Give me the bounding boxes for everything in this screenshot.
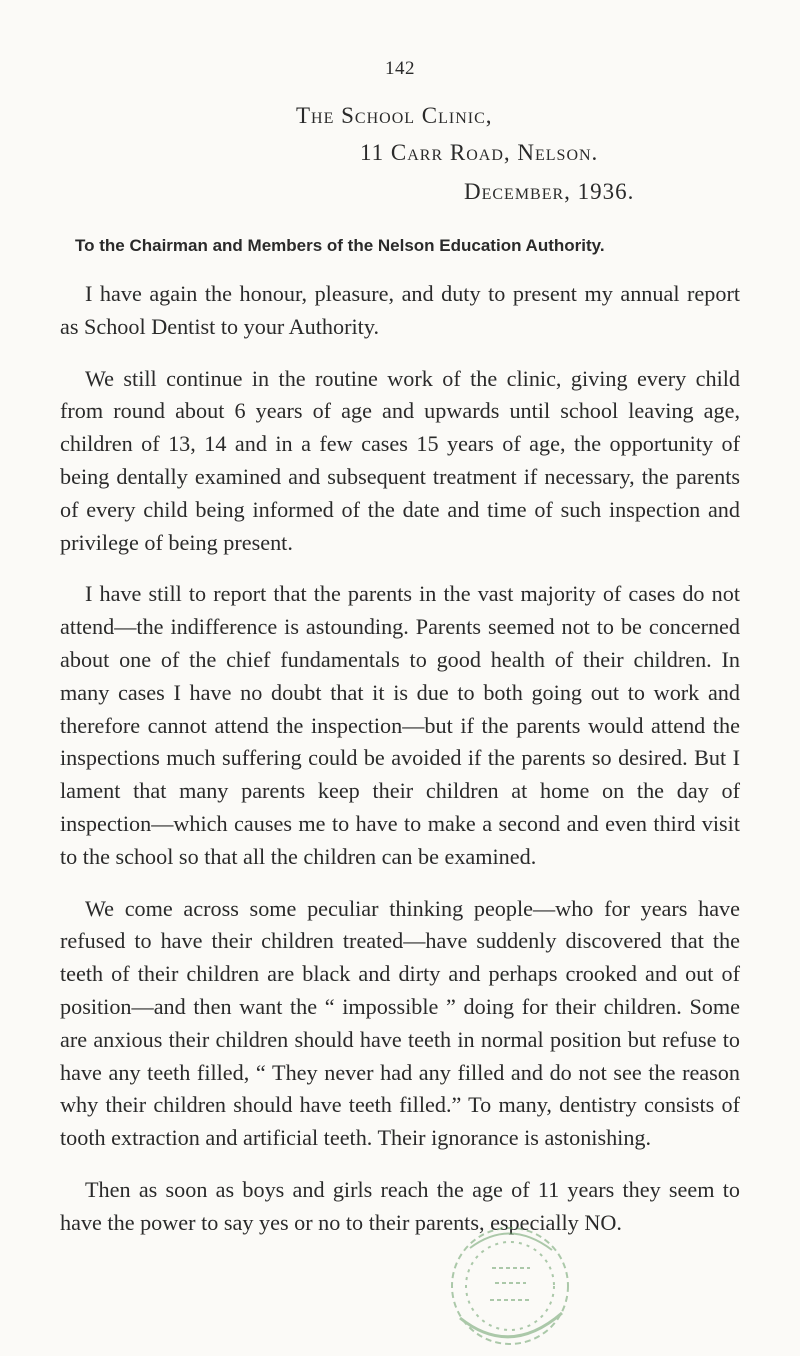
- paragraph-2: We still continue in the routine work of the clinic, giving every child from round about 6 years of age and upwards until school leaving age, children of 13, 14 and in a few cases 15 years of age, the opportunity of being dentally examined and subsequent treatment if necessary, the parents of every child being informed of the date and time of such inspection and privilege of being present.: [60, 365, 740, 555]
- report-date: December, 1936.: [464, 179, 635, 204]
- clinic-name: The School Clinic,: [296, 103, 493, 128]
- page-number: 142: [385, 58, 415, 79]
- paragraph-3: I have still to report that the parents in the vast majority of cases do not attend—the indifference is astounding. Parents seemed not to be concerned about one of the chief fundamentals to good health of their children. In many cases I have no doubt that it is due to both going out to work and therefore cannot attend the inspection—but if the parents would attend the inspections much suffering could be avoided if the parents so desired. But I lament that many parents keep their children at home on the day of inspection—which causes me to have to make a second and even third visit to the school so that all the children can be examined.: [60, 581, 740, 869]
- paragraph-4: We come across some peculiar thinking people—who for years have refused to have their children treated—have suddenly discovered that the teeth of their children are black and dirty and perhaps crooked and out of position—and then want the “ impossible ” doing for their children. Some are anxious their children should have teeth in normal position but refuse to have any teeth filled, “ They never had any filled and do not see the reason why their children should have teeth filled.” To many, dentistry consists of tooth extraction and artificial teeth. Their ignorance is astonishing.: [60, 895, 740, 1151]
- addressee-heading: To the Chairman and Members of the Nelson Education Authority.: [75, 236, 605, 255]
- report-body: [60, 278, 740, 1240]
- clinic-address: 11 Carr Road, Nelson.: [360, 140, 599, 165]
- paragraph-5: Then as soon as boys and girls reach the age of 11 years they seem to have the power to say yes or no to their parents, especially NO.: [60, 1176, 740, 1235]
- paragraph-1: I have again the honour, pleasure, and duty to present my annual report as School Dentist to your Authority.: [60, 281, 740, 339]
- library-stamp-icon: [440, 1208, 580, 1353]
